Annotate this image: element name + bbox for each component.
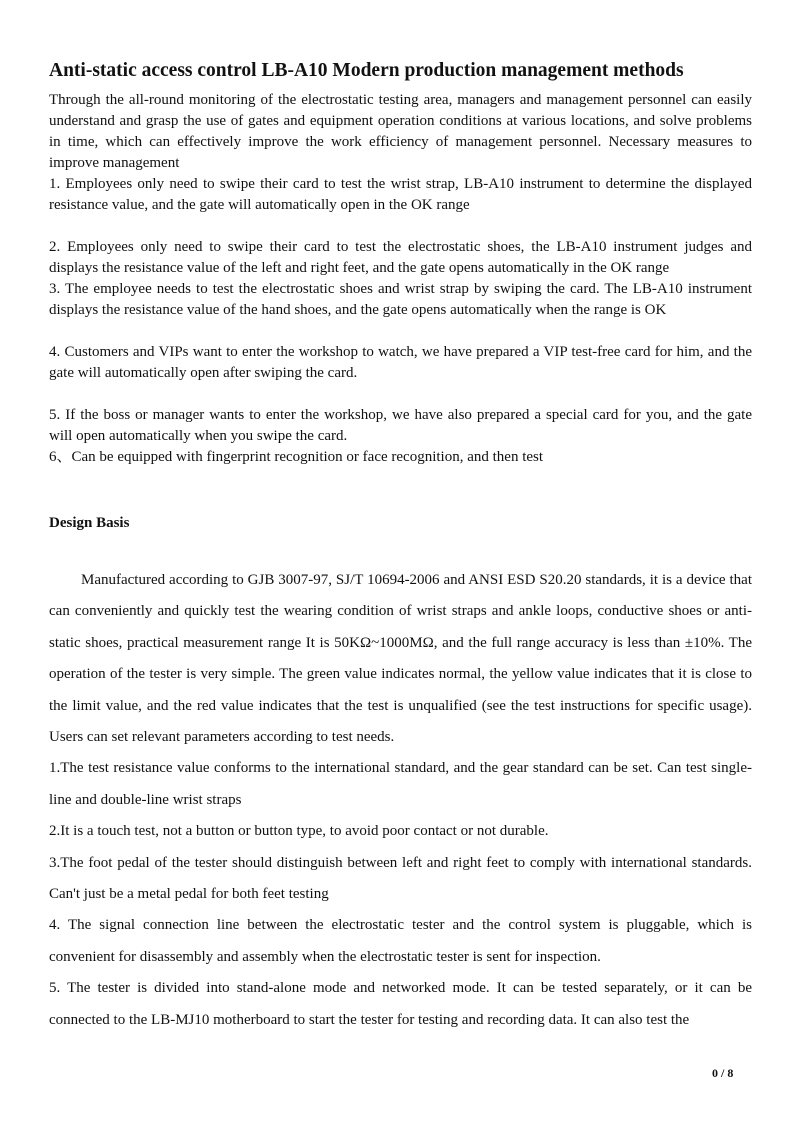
- page-title: Anti-static access control LB-A10 Modern production management methods: [49, 60, 684, 81]
- paragraph-gap: [49, 321, 752, 342]
- intro-section: [49, 90, 752, 468]
- intro-paragraph: Through the all-round monitoring of the electrostatic testing area, managers and management personnel can easily understand and grasp the use of gates and equipment operation conditions at various locations, and solve problems in time, which can effectively improve the work efficiency of management personnel. Necessary measures to improve management: [49, 92, 752, 171]
- list-item-4: 4. Customers and VIPs want to enter the workshop to watch, we have prepared a VIP test-free card for him, and the gate will automatically open after swiping the card.: [49, 344, 752, 381]
- design-item-5: 5. The tester is divided into stand-alone mode and networked mode. It can be tested separately, or it can be connected to the LB-MJ10 motherboard to start the tester for testing and recording data. It can also test the: [49, 980, 752, 1028]
- page-number: 0 / 8: [712, 1066, 734, 1080]
- list-item-6: 6、Can be equipped with fingerprint recognition or face recognition, and then test: [49, 449, 544, 465]
- list-item-3: 3. The employee needs to test the electrostatic shoes and wrist strap by swiping the card. The LB-A10 instrument displays the resistance value of the hand shoes, and the gate opens automatically when the range is OK: [49, 281, 752, 318]
- list-item-2: 2. Employees only need to swipe their card to test the electrostatic shoes, the LB-A10 instrument judges and displays the resistance value of the left and right feet, and the gate opens automatically in the OK range: [49, 239, 752, 276]
- list-item-5: 5. If the boss or manager wants to enter the workshop, we have also prepared a special card for you, and the gate will open automatically when you swipe the card.: [49, 407, 752, 444]
- design-item-2: 2.It is a touch test, not a button or button type, to avoid poor contact or not durable.: [49, 823, 549, 840]
- list-item-1: 1. Employees only need to swipe their card to test the wrist strap, LB-A10 instrument to determine the displayed resistance value, and the gate will automatically open in the OK range: [49, 176, 752, 213]
- design-paragraph: Manufactured according to GJB 3007-97, SJ/T 10694-2006 and ANSI ESD S20.20 standards, it is a device that can conveniently and quickly test the wearing condition of wrist straps and ankle loops, conductive shoes or anti-static shoes, practical measurement range It is 50KΩ~1000MΩ, and the full range accuracy is less than ±10%. The operation of the tester is very simple. The green value indicates normal, the yellow value indicates that it is close to the limit value, and the red value indicates that the test is unqualified (see the test instructions for specific usage). Users can set relevant parameters according to test needs.: [49, 572, 752, 746]
- design-item-1: 1.The test resistance value conforms to the international standard, and the gear standard can be set. Can test single-line and double-line wrist straps: [49, 760, 752, 808]
- paragraph-gap: [49, 216, 752, 237]
- paragraph-gap: [49, 384, 752, 405]
- section-heading-design-basis: Design Basis: [49, 515, 130, 531]
- design-item-4: 4. The signal connection line between the electrostatic tester and the control system is pluggable, which is convenient for disassembly and assembly when the electrostatic tester is sent for inspection.: [49, 917, 752, 965]
- design-item-3: 3.The foot pedal of the tester should distinguish between left and right feet to comply with international standards. Can't just be a metal pedal for both feet testing: [49, 854, 752, 903]
- design-basis-section: [49, 565, 752, 1036]
